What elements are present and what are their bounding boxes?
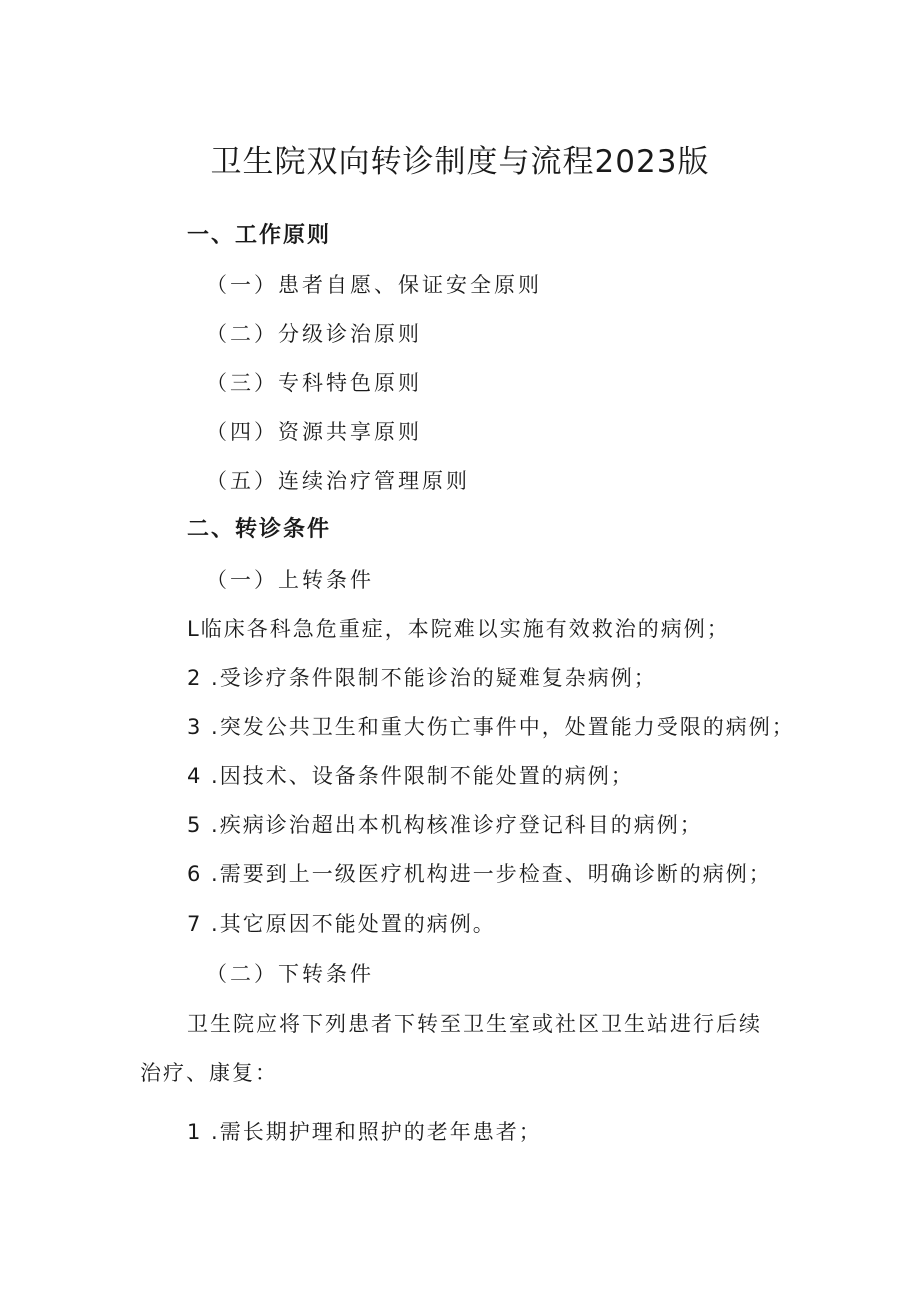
upward-condition-item: 4 .因技术、设备条件限制不能处置的病例； (187, 764, 634, 788)
subheading-upward-referral: （一）上转条件 (206, 568, 374, 592)
downward-intro-line: 卫生院应将下列患者下转至卫生室或社区卫生站进行后续 (187, 1012, 762, 1036)
upward-condition-item: 2 .受诊疗条件限制不能诊治的疑难复杂病例； (187, 666, 657, 690)
upward-condition-item: 6 .需要到上一级医疗机构进一步检查、明确诊断的病例； (187, 862, 772, 886)
document-title: 卫生院双向转诊制度与流程2023版 (210, 144, 710, 180)
subheading-downward-referral: （二）下转条件 (206, 962, 374, 986)
principle-item: （五）连续治疗管理原则 (206, 469, 470, 493)
section-heading-referral-conditions: 二、转诊条件 (187, 517, 332, 542)
upward-condition-item: 5 .疾病诊治超出本机构核准诊疗登记科目的病例； (187, 813, 703, 837)
principle-item: （二）分级诊治原则 (206, 322, 422, 346)
upward-condition-item: 3 .突发公共卫生和重大伤亡事件中，处置能力受限的病例； (187, 715, 795, 739)
downward-intro-line: 治疗、康复： (140, 1061, 278, 1085)
downward-condition-item: 1 .需长期护理和照护的老年患者； (187, 1120, 542, 1144)
upward-condition-item: 7 .其它原因不能处置的病例。 (187, 912, 496, 936)
principle-item: （一）患者自愿、保证安全原则 (206, 273, 542, 297)
principle-item: （三）专科特色原则 (206, 371, 422, 395)
section-heading-work-principles: 一、工作原则 (187, 223, 332, 248)
principle-item: （四）资源共享原则 (206, 420, 422, 444)
upward-condition-item: L临床各科急危重症，本院难以实施有效救治的病例； (187, 617, 730, 641)
